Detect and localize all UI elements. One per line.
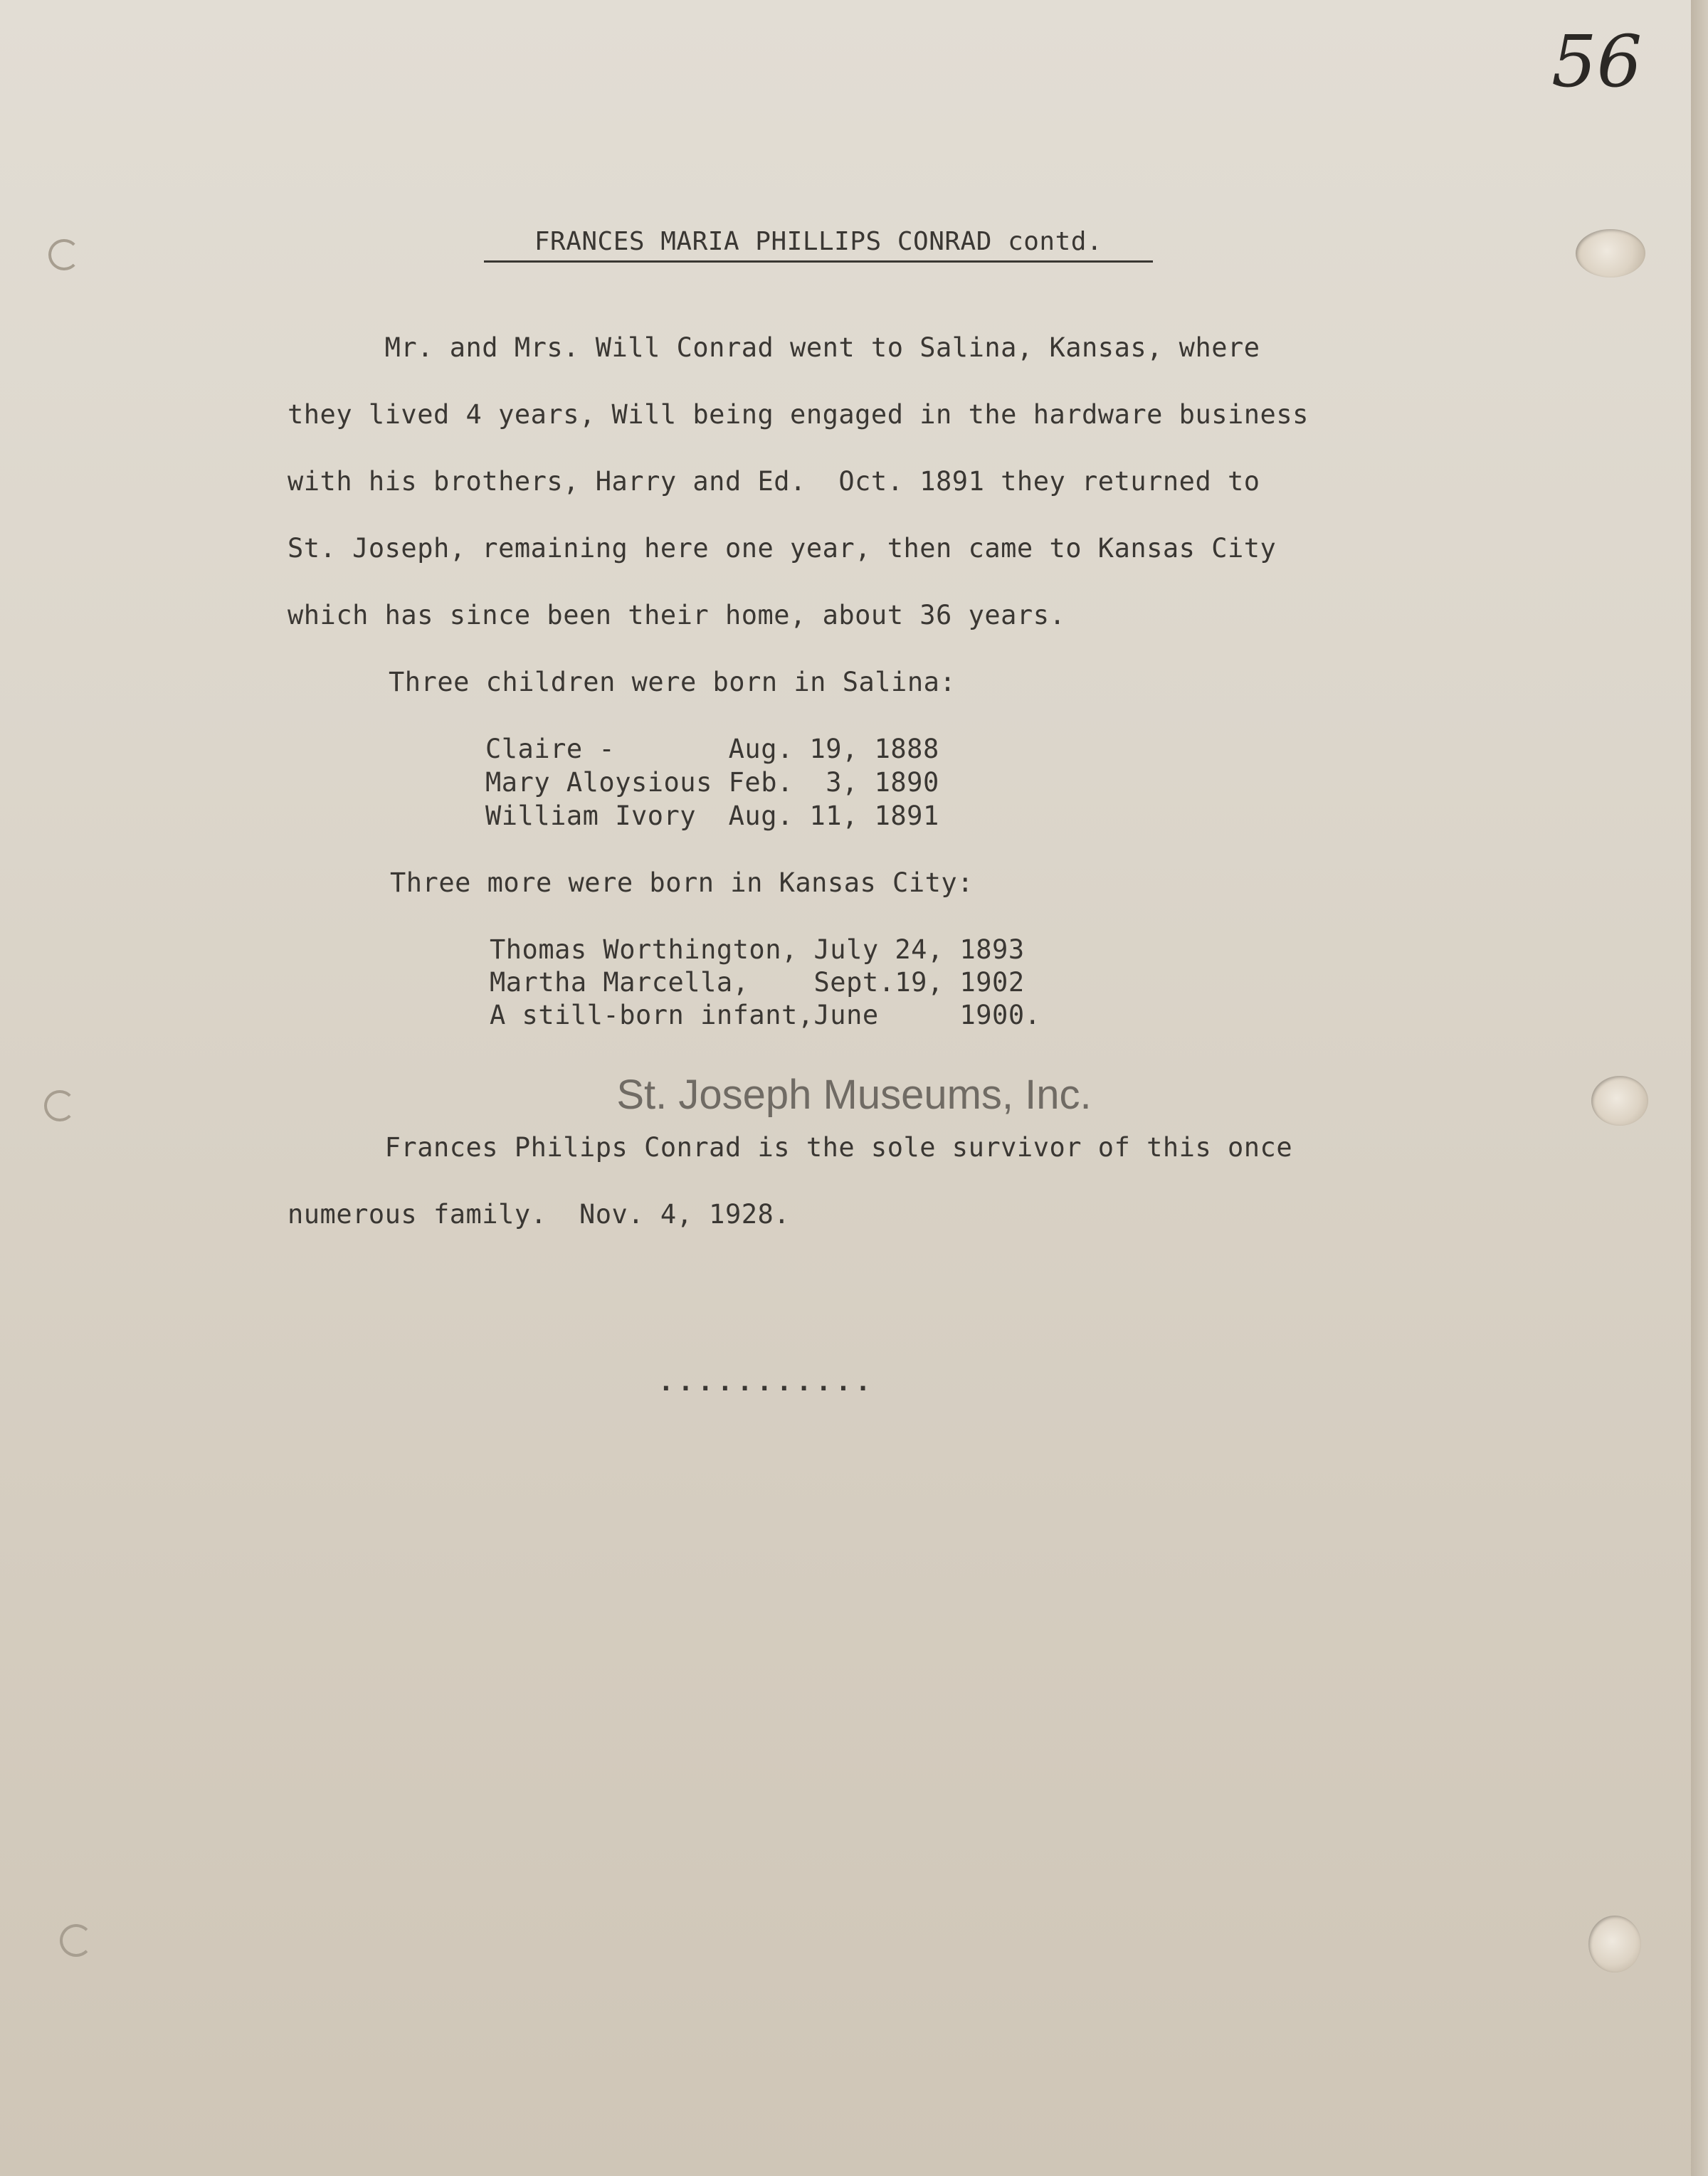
- salina-intro: Three children were born in Salina:: [389, 667, 956, 697]
- closing-line: Frances Philips Conrad is the sole survivor of this once: [288, 1132, 1293, 1163]
- child-entry: Martha Marcella, Sept.19, 1902: [490, 967, 1025, 998]
- child-entry: William Ivory Aug. 11, 1891: [485, 801, 939, 831]
- end-of-section-dots: ...........: [658, 1368, 875, 1397]
- punch-hole-right-bottom: [1588, 1916, 1641, 1972]
- child-entry: Thomas Worthington, July 24, 1893: [490, 934, 1025, 965]
- kansas-city-intro: Three more were born in Kansas City:: [390, 867, 974, 898]
- punch-hole-left-bottom: [60, 1924, 93, 1957]
- paragraph-line: Mr. and Mrs. Will Conrad went to Salina, Kansas, where: [288, 332, 1260, 363]
- punch-hole-right-top: [1576, 229, 1645, 278]
- paragraph-line: with his brothers, Harry and Ed. Oct. 1891 they returned to: [288, 466, 1260, 497]
- child-entry: A still-born infant,June 1900.: [490, 1000, 1041, 1030]
- backing-board-edge: [1691, 0, 1708, 2176]
- paragraph-line: St. Joseph, remaining here one year, then came to Kansas City: [288, 533, 1277, 564]
- closing-line: numerous family. Nov. 4, 1928.: [288, 1199, 791, 1230]
- handwritten-page-number: 56: [1551, 20, 1643, 103]
- museum-watermark: St. Joseph Museums, Inc.: [616, 1072, 1092, 1118]
- child-entry: Claire - Aug. 19, 1888: [485, 734, 939, 764]
- paragraph-line: which has since been their home, about 36 years.: [288, 600, 1066, 630]
- paragraph-line: they lived 4 years, Will being engaged in the hardware business: [288, 399, 1309, 430]
- punch-hole-left-top: [48, 239, 80, 270]
- document-heading: FRANCES MARIA PHILLIPS CONRAD contd.: [484, 229, 1153, 263]
- child-entry: Mary Aloysious Feb. 3, 1890: [485, 767, 939, 798]
